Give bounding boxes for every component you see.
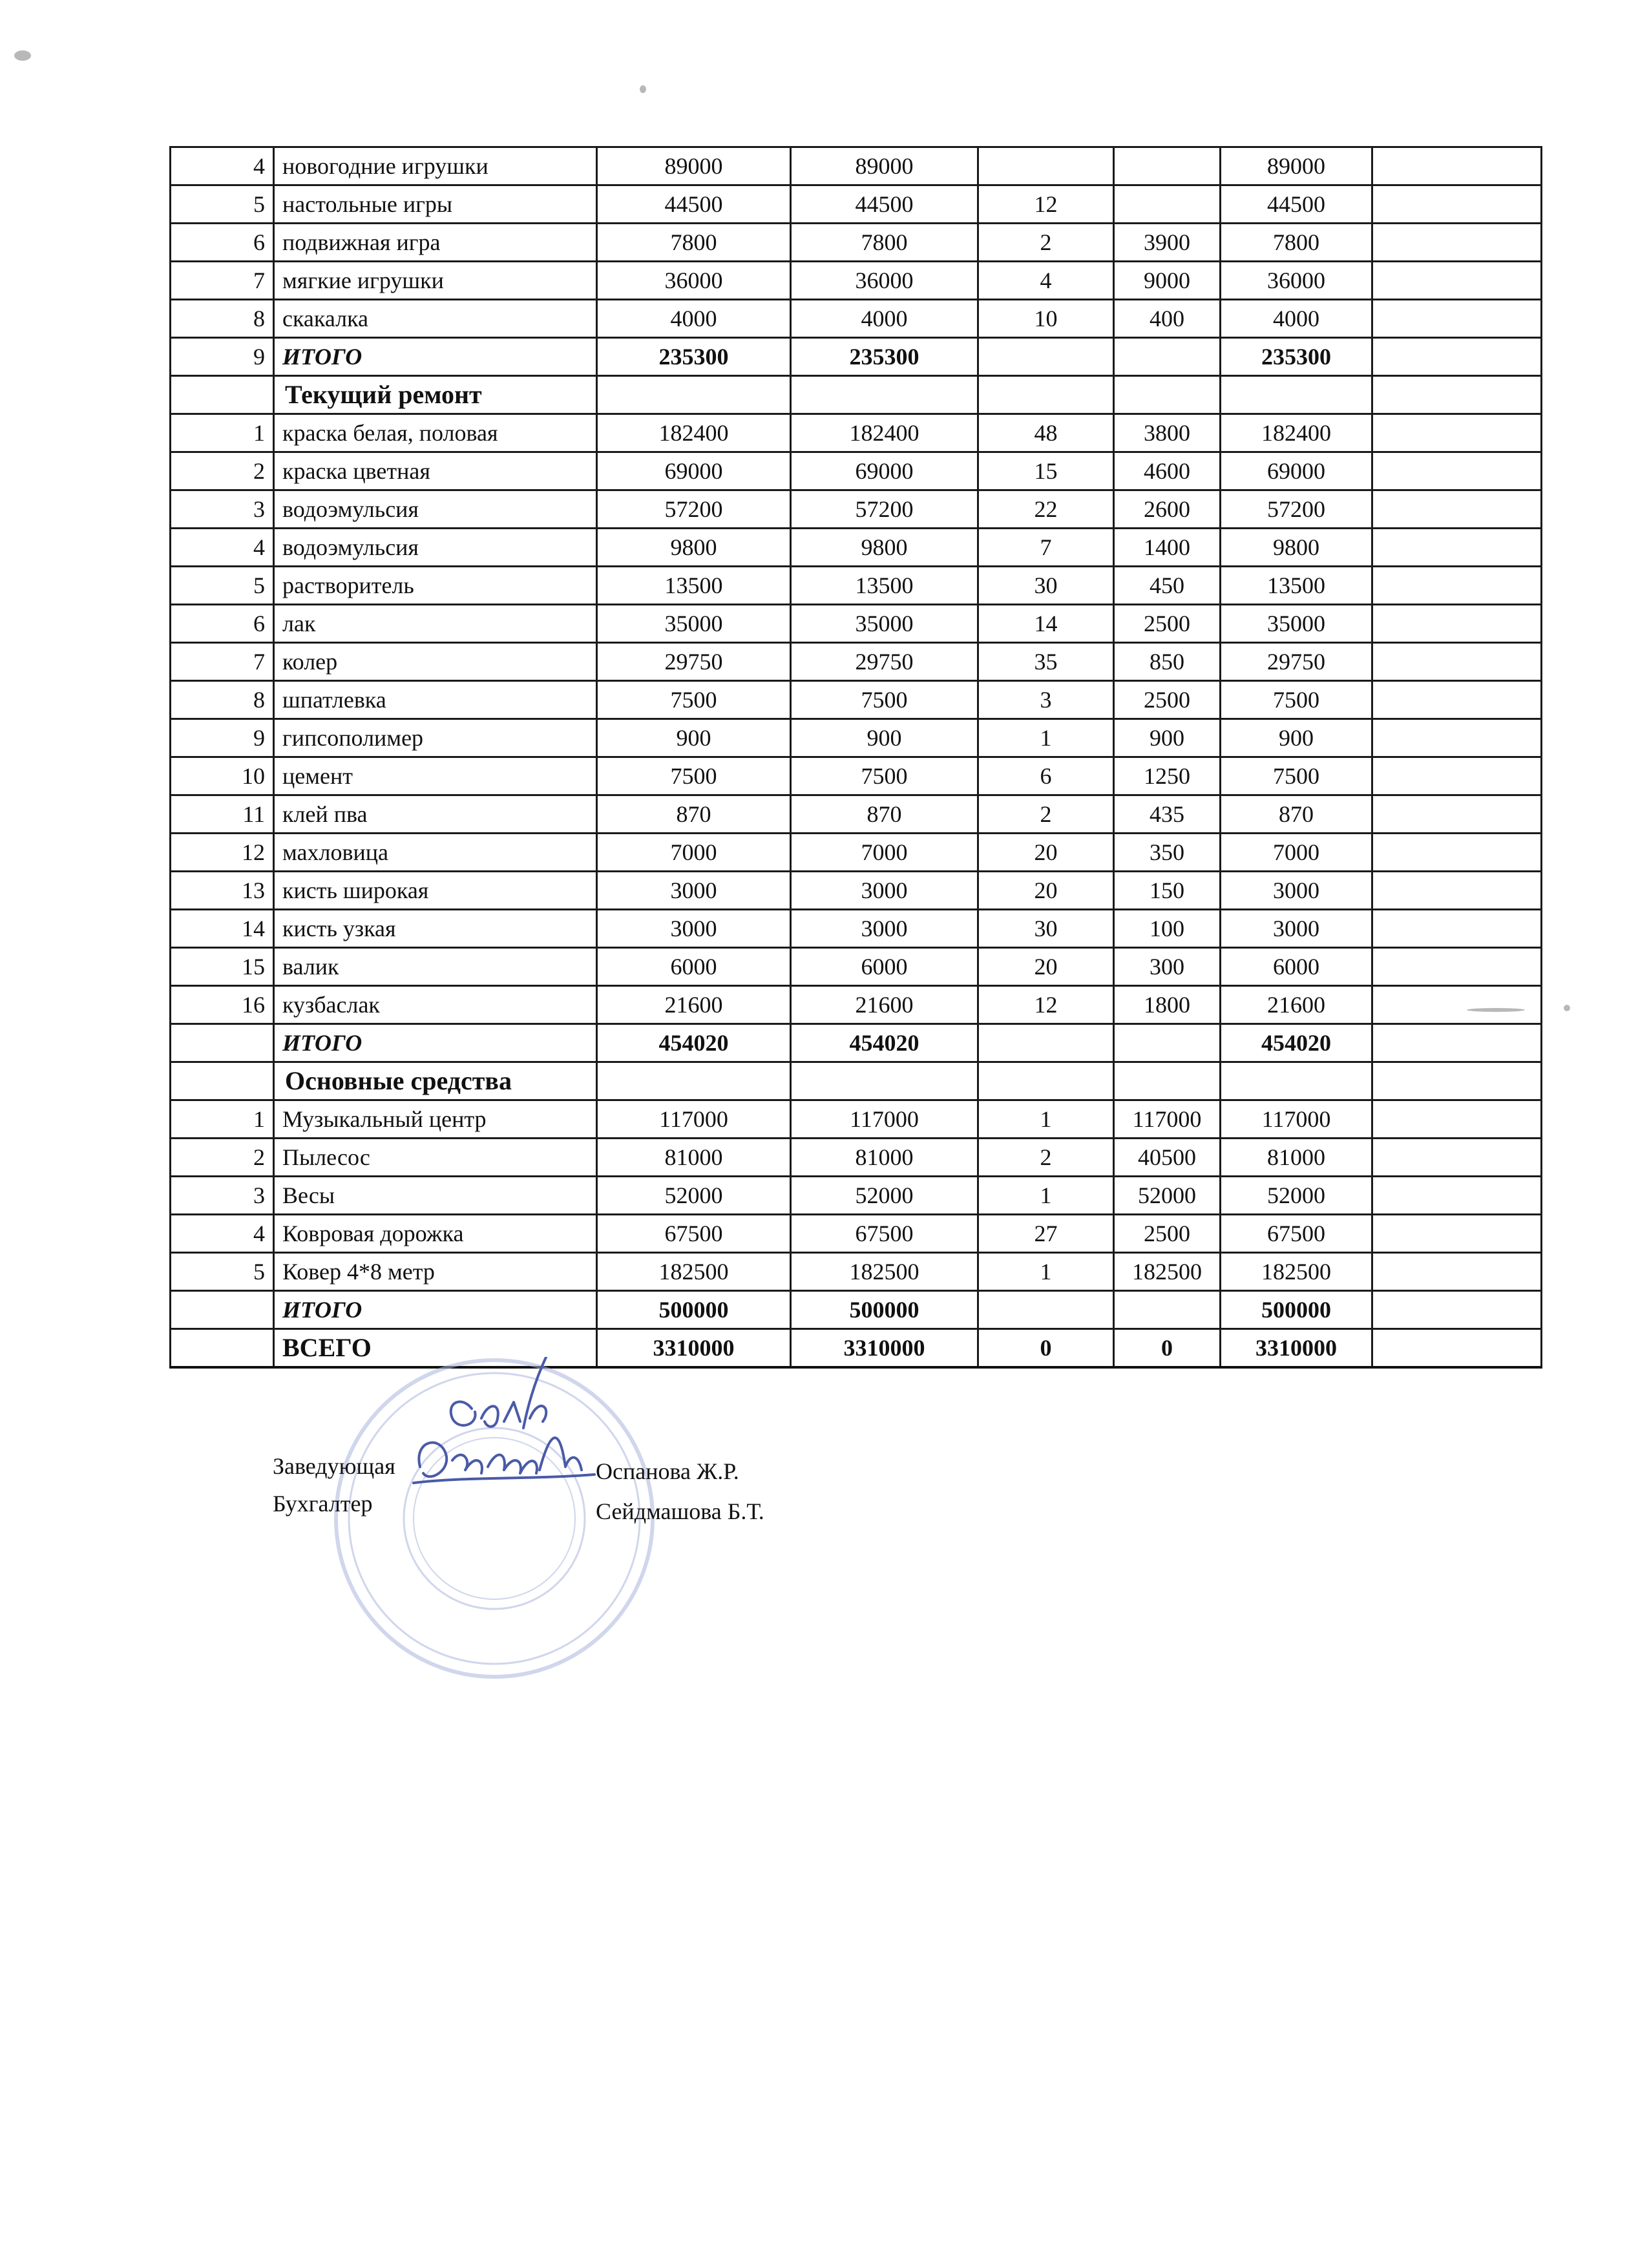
cell-c6 <box>1372 643 1542 681</box>
scan-speck <box>1564 1005 1570 1011</box>
cell-c2: 69000 <box>791 452 978 490</box>
cell-c6 <box>1372 872 1542 910</box>
cell-c3: 0 <box>978 1329 1114 1368</box>
cell-c2: 235300 <box>791 338 978 376</box>
cell-c2: 7800 <box>791 224 978 262</box>
cell-c6 <box>1372 338 1542 376</box>
cell-name: растворитель <box>274 567 597 605</box>
cell-c4: 300 <box>1114 948 1221 986</box>
cell-num <box>171 1024 274 1062</box>
cell-c5: 36000 <box>1221 262 1372 300</box>
cell-c2: 9800 <box>791 529 978 567</box>
empty-cell <box>597 1062 791 1100</box>
empty-cell <box>1114 376 1221 414</box>
cell-c3: 20 <box>978 872 1114 910</box>
cell-num: 5 <box>171 1253 274 1291</box>
cell-num: 9 <box>171 338 274 376</box>
table-row <box>171 948 1542 986</box>
cell-c3: 2 <box>978 1139 1114 1177</box>
table-row <box>171 872 1542 910</box>
cell-name: валик <box>274 948 597 986</box>
cell-c2: 7500 <box>791 681 978 719</box>
cell-c5: 870 <box>1221 795 1372 834</box>
cell-c3: 2 <box>978 795 1114 834</box>
cell-c6 <box>1372 185 1542 224</box>
table-row <box>171 643 1542 681</box>
cell-c4: 150 <box>1114 872 1221 910</box>
cell-c4: 9000 <box>1114 262 1221 300</box>
cell-name: подвижная игра <box>274 224 597 262</box>
cell-c5: 6000 <box>1221 948 1372 986</box>
cell-c4 <box>1114 1024 1221 1062</box>
cell-c3: 10 <box>978 300 1114 338</box>
scan-speck <box>1467 1008 1525 1012</box>
cell-name: Ковер 4*8 метр <box>274 1253 597 1291</box>
cell-c6 <box>1372 1253 1542 1291</box>
cell-name: кисть широкая <box>274 872 597 910</box>
cell-c2: 21600 <box>791 986 978 1024</box>
cell-name: новогодние игрушки <box>274 147 597 185</box>
cell-c2: 4000 <box>791 300 978 338</box>
cell-num: 12 <box>171 834 274 872</box>
cell-c1: 36000 <box>597 262 791 300</box>
cell-c1: 900 <box>597 719 791 757</box>
table-row <box>171 414 1542 452</box>
cell-c4: 117000 <box>1114 1100 1221 1139</box>
cell-c2: 35000 <box>791 605 978 643</box>
cell-name: лак <box>274 605 597 643</box>
table-row <box>171 224 1542 262</box>
cell-c3: 1 <box>978 719 1114 757</box>
cell-num: 15 <box>171 948 274 986</box>
cell-c1: 117000 <box>597 1100 791 1139</box>
cell-c5: 7500 <box>1221 757 1372 795</box>
cell-c1: 44500 <box>597 185 791 224</box>
cell-c3: 48 <box>978 414 1114 452</box>
cell-c4: 4600 <box>1114 452 1221 490</box>
cell-num: 5 <box>171 567 274 605</box>
handwritten-signatures <box>401 1357 607 1538</box>
cell-c5: 3310000 <box>1221 1329 1372 1368</box>
cell-c3: 27 <box>978 1215 1114 1253</box>
table-row <box>171 490 1542 529</box>
cell-name: ИТОГО <box>274 1291 597 1329</box>
section-heading-row <box>171 1062 1542 1100</box>
cell-c3 <box>978 338 1114 376</box>
cell-c1: 81000 <box>597 1139 791 1177</box>
cell-num: 2 <box>171 1139 274 1177</box>
cell-c6 <box>1372 681 1542 719</box>
cell-c5: 3000 <box>1221 910 1372 948</box>
cell-c6 <box>1372 529 1542 567</box>
empty-cell <box>171 1062 274 1100</box>
cell-c4: 435 <box>1114 795 1221 834</box>
cell-c4 <box>1114 338 1221 376</box>
cell-c1: 9800 <box>597 529 791 567</box>
cell-c1: 500000 <box>597 1291 791 1329</box>
cell-c2: 3000 <box>791 910 978 948</box>
cell-c1: 13500 <box>597 567 791 605</box>
cell-c5: 35000 <box>1221 605 1372 643</box>
table-row <box>171 910 1542 948</box>
cell-c4: 2500 <box>1114 1215 1221 1253</box>
cell-c4: 40500 <box>1114 1139 1221 1177</box>
cell-c5: 182400 <box>1221 414 1372 452</box>
cell-c1: 29750 <box>597 643 791 681</box>
cell-c5: 182500 <box>1221 1253 1372 1291</box>
cell-name: водоэмульсия <box>274 490 597 529</box>
cell-c5: 89000 <box>1221 147 1372 185</box>
cell-num: 7 <box>171 643 274 681</box>
cell-name: шпатлевка <box>274 681 597 719</box>
cell-c4: 1250 <box>1114 757 1221 795</box>
cell-c4: 100 <box>1114 910 1221 948</box>
cell-num: 4 <box>171 147 274 185</box>
cell-name: настольные игры <box>274 185 597 224</box>
cell-c3: 12 <box>978 986 1114 1024</box>
cell-c1: 21600 <box>597 986 791 1024</box>
cell-c6 <box>1372 567 1542 605</box>
empty-cell <box>171 376 274 414</box>
empty-cell <box>1372 376 1542 414</box>
empty-cell <box>1221 376 1372 414</box>
cell-c6 <box>1372 1177 1542 1215</box>
cell-c4: 900 <box>1114 719 1221 757</box>
cell-c5: 69000 <box>1221 452 1372 490</box>
cell-num: 7 <box>171 262 274 300</box>
cell-c6 <box>1372 757 1542 795</box>
cell-c3: 22 <box>978 490 1114 529</box>
cell-num: 1 <box>171 1100 274 1139</box>
cell-name: Музыкальный центр <box>274 1100 597 1139</box>
cell-c5: 29750 <box>1221 643 1372 681</box>
table-row <box>171 300 1542 338</box>
cell-c6 <box>1372 795 1542 834</box>
cell-name: кузбаслак <box>274 986 597 1024</box>
cell-c6 <box>1372 224 1542 262</box>
cell-c3: 20 <box>978 834 1114 872</box>
cell-c3: 4 <box>978 262 1114 300</box>
cell-c4 <box>1114 1291 1221 1329</box>
cell-c1: 67500 <box>597 1215 791 1253</box>
section-heading: Текущий ремонт <box>274 376 597 414</box>
cell-c6 <box>1372 910 1542 948</box>
cell-num: 11 <box>171 795 274 834</box>
cell-c6 <box>1372 414 1542 452</box>
cell-name: краска цветная <box>274 452 597 490</box>
cell-c5: 9800 <box>1221 529 1372 567</box>
table-row <box>171 529 1542 567</box>
cell-c6 <box>1372 1139 1542 1177</box>
cell-c6 <box>1372 605 1542 643</box>
empty-cell <box>1221 1062 1372 1100</box>
cell-c4: 2500 <box>1114 681 1221 719</box>
cell-c3: 1 <box>978 1100 1114 1139</box>
cell-c1: 454020 <box>597 1024 791 1062</box>
cell-c4: 450 <box>1114 567 1221 605</box>
cell-c3: 20 <box>978 948 1114 986</box>
cell-num: 2 <box>171 452 274 490</box>
cell-name: ИТОГО <box>274 338 597 376</box>
cell-num <box>171 1329 274 1368</box>
cell-c1: 3310000 <box>597 1329 791 1368</box>
head-role-label: Заведующая <box>273 1453 395 1479</box>
cell-c4: 850 <box>1114 643 1221 681</box>
cell-c1: 52000 <box>597 1177 791 1215</box>
cell-c5: 117000 <box>1221 1100 1372 1139</box>
cell-c6 <box>1372 834 1542 872</box>
cell-c5: 21600 <box>1221 986 1372 1024</box>
cell-c5: 52000 <box>1221 1177 1372 1215</box>
cell-c2: 7500 <box>791 757 978 795</box>
cell-c3: 7 <box>978 529 1114 567</box>
empty-cell <box>978 376 1114 414</box>
table-row <box>171 986 1542 1024</box>
cell-c2: 3310000 <box>791 1329 978 1368</box>
cell-c3 <box>978 147 1114 185</box>
cell-c2: 870 <box>791 795 978 834</box>
cell-name: Весы <box>274 1177 597 1215</box>
cell-c2: 36000 <box>791 262 978 300</box>
cell-name: краска белая, половая <box>274 414 597 452</box>
cell-c1: 870 <box>597 795 791 834</box>
cell-c6 <box>1372 452 1542 490</box>
table-row <box>171 681 1542 719</box>
cell-c1: 4000 <box>597 300 791 338</box>
cell-num: 4 <box>171 529 274 567</box>
cell-c6 <box>1372 300 1542 338</box>
cell-c4 <box>1114 185 1221 224</box>
cell-name: скакалка <box>274 300 597 338</box>
cell-c3: 15 <box>978 452 1114 490</box>
cell-c5: 500000 <box>1221 1291 1372 1329</box>
empty-cell <box>597 376 791 414</box>
table-row <box>171 185 1542 224</box>
cell-c1: 57200 <box>597 490 791 529</box>
accountant-role-label: Бухгалтер <box>273 1491 373 1517</box>
table-row <box>171 262 1542 300</box>
cell-name: цемент <box>274 757 597 795</box>
cell-c5: 7000 <box>1221 834 1372 872</box>
cell-name: ВСЕГО <box>274 1329 597 1368</box>
cell-c2: 500000 <box>791 1291 978 1329</box>
cell-c6 <box>1372 719 1542 757</box>
cell-c6 <box>1372 1024 1542 1062</box>
cell-c5: 900 <box>1221 719 1372 757</box>
scan-speck <box>14 50 31 61</box>
cell-c6 <box>1372 262 1542 300</box>
cell-c2: 182500 <box>791 1253 978 1291</box>
cell-c5: 81000 <box>1221 1139 1372 1177</box>
cell-c2: 182400 <box>791 414 978 452</box>
cell-c4: 400 <box>1114 300 1221 338</box>
cell-c3: 1 <box>978 1177 1114 1215</box>
cell-c1: 69000 <box>597 452 791 490</box>
subtotal-row <box>171 1024 1542 1062</box>
cell-num: 5 <box>171 185 274 224</box>
cell-name: кисть узкая <box>274 910 597 948</box>
table-row <box>171 1177 1542 1215</box>
cell-c1: 3000 <box>597 910 791 948</box>
cell-c5: 4000 <box>1221 300 1372 338</box>
cell-c3: 30 <box>978 910 1114 948</box>
cell-c4: 350 <box>1114 834 1221 872</box>
cell-name: Пылесос <box>274 1139 597 1177</box>
cell-c4: 182500 <box>1114 1253 1221 1291</box>
cell-c5: 44500 <box>1221 185 1372 224</box>
cell-c2: 900 <box>791 719 978 757</box>
cell-c2: 67500 <box>791 1215 978 1253</box>
cell-c6 <box>1372 986 1542 1024</box>
cell-c2: 13500 <box>791 567 978 605</box>
cell-c3: 12 <box>978 185 1114 224</box>
cell-num: 3 <box>171 490 274 529</box>
cell-c1: 89000 <box>597 147 791 185</box>
cell-c2: 6000 <box>791 948 978 986</box>
cell-num: 16 <box>171 986 274 1024</box>
scan-speck <box>640 85 646 93</box>
cell-c5: 235300 <box>1221 338 1372 376</box>
table-row <box>171 719 1542 757</box>
cell-num <box>171 1291 274 1329</box>
cell-num: 1 <box>171 414 274 452</box>
section-heading: Основные средства <box>274 1062 597 1100</box>
cell-c5: 67500 <box>1221 1215 1372 1253</box>
cell-c2: 52000 <box>791 1177 978 1215</box>
cell-c1: 182500 <box>597 1253 791 1291</box>
cell-c4: 3800 <box>1114 414 1221 452</box>
cell-name: ИТОГО <box>274 1024 597 1062</box>
cell-c5: 13500 <box>1221 567 1372 605</box>
cell-c6 <box>1372 1215 1542 1253</box>
cell-name: колер <box>274 643 597 681</box>
cell-c4: 1400 <box>1114 529 1221 567</box>
cell-c4: 2600 <box>1114 490 1221 529</box>
table-row <box>171 1253 1542 1291</box>
cell-c4: 1800 <box>1114 986 1221 1024</box>
cell-name: Ковровая дорожка <box>274 1215 597 1253</box>
cell-num: 10 <box>171 757 274 795</box>
cell-c6 <box>1372 948 1542 986</box>
cell-c3 <box>978 1024 1114 1062</box>
cell-num: 8 <box>171 681 274 719</box>
cell-num: 14 <box>171 910 274 948</box>
cell-c6 <box>1372 1291 1542 1329</box>
cell-c1: 3000 <box>597 872 791 910</box>
cell-num: 6 <box>171 605 274 643</box>
cell-c1: 7500 <box>597 681 791 719</box>
cell-c4: 3900 <box>1114 224 1221 262</box>
cell-c5: 7500 <box>1221 681 1372 719</box>
cell-c3: 1 <box>978 1253 1114 1291</box>
cell-num: 8 <box>171 300 274 338</box>
cell-c3 <box>978 1291 1114 1329</box>
cell-c5: 454020 <box>1221 1024 1372 1062</box>
cell-c1: 182400 <box>597 414 791 452</box>
cell-c4: 2500 <box>1114 605 1221 643</box>
cell-num: 6 <box>171 224 274 262</box>
cell-c3: 3 <box>978 681 1114 719</box>
cell-c2: 454020 <box>791 1024 978 1062</box>
cell-c2: 29750 <box>791 643 978 681</box>
empty-cell <box>978 1062 1114 1100</box>
table-row <box>171 147 1542 185</box>
cell-c4 <box>1114 147 1221 185</box>
cell-name: водоэмульсия <box>274 529 597 567</box>
cell-c6 <box>1372 1329 1542 1368</box>
cell-name: клей пва <box>274 795 597 834</box>
cell-c3: 30 <box>978 567 1114 605</box>
cell-num: 3 <box>171 1177 274 1215</box>
cell-c3: 35 <box>978 643 1114 681</box>
table-row <box>171 795 1542 834</box>
cell-c5: 3000 <box>1221 872 1372 910</box>
cell-c2: 44500 <box>791 185 978 224</box>
cell-c3: 14 <box>978 605 1114 643</box>
cell-c2: 117000 <box>791 1100 978 1139</box>
cell-c1: 35000 <box>597 605 791 643</box>
cell-c4: 0 <box>1114 1329 1221 1368</box>
cell-c1: 6000 <box>597 948 791 986</box>
cell-c2: 7000 <box>791 834 978 872</box>
cell-name: мягкие игрушки <box>274 262 597 300</box>
head-name: Оспанова Ж.Р. <box>596 1458 739 1484</box>
cell-c1: 7000 <box>597 834 791 872</box>
cell-c2: 57200 <box>791 490 978 529</box>
table-row <box>171 1139 1542 1177</box>
cell-c2: 81000 <box>791 1139 978 1177</box>
cell-c4: 52000 <box>1114 1177 1221 1215</box>
cell-c1: 7800 <box>597 224 791 262</box>
empty-cell <box>1114 1062 1221 1100</box>
accountant-name: Сейдмашова Б.Т. <box>596 1498 764 1524</box>
cell-name: гипсополимер <box>274 719 597 757</box>
budget-table <box>169 146 1542 1369</box>
empty-cell <box>791 376 978 414</box>
table-row <box>171 452 1542 490</box>
cell-c3: 6 <box>978 757 1114 795</box>
cell-c6 <box>1372 1100 1542 1139</box>
cell-num: 13 <box>171 872 274 910</box>
cell-c6 <box>1372 147 1542 185</box>
cell-c3: 2 <box>978 224 1114 262</box>
section-heading-row <box>171 376 1542 414</box>
table-row <box>171 567 1542 605</box>
cell-c6 <box>1372 490 1542 529</box>
cell-c1: 235300 <box>597 338 791 376</box>
empty-cell <box>791 1062 978 1100</box>
table-row <box>171 834 1542 872</box>
cell-c5: 57200 <box>1221 490 1372 529</box>
table-row <box>171 1215 1542 1253</box>
cell-name: махловица <box>274 834 597 872</box>
table-row <box>171 605 1542 643</box>
cell-num: 4 <box>171 1215 274 1253</box>
table-row <box>171 757 1542 795</box>
cell-c1: 7500 <box>597 757 791 795</box>
cell-c2: 89000 <box>791 147 978 185</box>
subtotal-row <box>171 1291 1542 1329</box>
table-row <box>171 1100 1542 1139</box>
cell-c5: 7800 <box>1221 224 1372 262</box>
subtotal-row <box>171 338 1542 376</box>
empty-cell <box>1372 1062 1542 1100</box>
cell-num: 9 <box>171 719 274 757</box>
cell-c2: 3000 <box>791 872 978 910</box>
